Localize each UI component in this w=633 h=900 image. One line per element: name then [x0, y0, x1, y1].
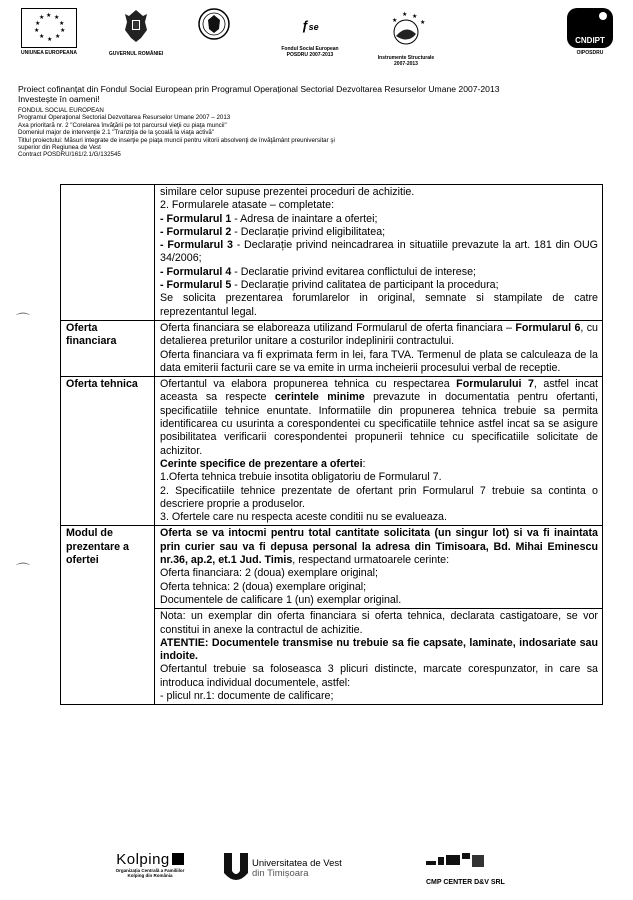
cndipt-label: CNDIPT: [575, 36, 605, 45]
form-label: - Formularul 2: [160, 225, 232, 238]
header-line-2: Investește în oameni!: [18, 94, 100, 104]
is-logo: [366, 8, 446, 67]
row-content-technical: [155, 377, 603, 526]
form-item: [160, 279, 598, 292]
header-small-5: superior din Regiunea de Vest: [18, 144, 101, 152]
text: Ofertantul va elabora propunerea tehnica cu respectarea: [160, 378, 457, 391]
text-line: Oferta tehnica: 2 (doua) exemplare original;: [160, 580, 367, 593]
eu-logo: [18, 8, 80, 56]
row-content-note: [155, 609, 603, 705]
seal-logo: [196, 8, 232, 45]
kolping-name: Kolping: [116, 851, 170, 868]
form-text: - Declarație privind calitatea de participant la procedura;: [231, 279, 499, 292]
kolping-sub-1: Organizația Centrală a Familiilor: [115, 868, 185, 873]
text-line: - plicul nr.1: documente de calificare;: [160, 689, 334, 702]
table-row: [61, 526, 603, 609]
text: , cu detalierea preturilor unitare a costurilor indeplinirii contractului.: [160, 321, 598, 348]
text-line: Oferta financiara: 2 (doua) exemplare original;: [160, 567, 379, 580]
fse-mark-icon: ƒse: [301, 18, 319, 33]
uvt-emblem-icon: [222, 851, 250, 883]
text: , respectand urmatoarele cerinte:: [292, 554, 450, 567]
header-small-0: FONDUL SOCIAL EUROPEAN: [18, 107, 104, 114]
scan-mark: ⌒: [16, 312, 30, 328]
form-item: [160, 226, 598, 239]
svg-text:★: ★: [420, 20, 426, 26]
paragraph: [160, 322, 598, 349]
fse-caption-1: Fondul Social European: [281, 46, 339, 52]
row-label-presentation: Modul de prezentare a ofertei: [61, 526, 155, 705]
text-line: similare celor supuse prezentei proceduri de achizitie.: [160, 186, 415, 198]
paragraph: [160, 527, 598, 567]
requirements-table: [60, 184, 603, 705]
svg-text:★: ★: [402, 12, 408, 18]
form-text: - Declarație privind eligibilitatea;: [231, 225, 386, 238]
text-line: Ofertantul trebuie sa foloseasca 3 plicuri distincte, marcate corespunzator, in care sa introduca individual documentele, astfel:: [160, 663, 598, 689]
header-small-3: Domeniul major de intervenţie 2.1 "Tranziţia de la şcoală la viaţa activă": [18, 129, 215, 137]
seal-icon: [198, 8, 230, 40]
cmp-name: CMP CENTER D&V SRL: [426, 879, 505, 886]
note-text: Nota: un exemplar din oferta financiara si oferta tehnica, declarata castigatoare, se vor constitui in anexe la contractul de achizitie.: [160, 610, 598, 636]
coat-of-arms-icon: [123, 8, 149, 44]
text-line: Documentele de calificare 1 (un) exemplar original.: [160, 593, 402, 606]
row-label-empty: [61, 185, 155, 321]
cndipt-logo: [560, 8, 620, 56]
kolping-sub-2: Kolping din România: [127, 873, 173, 878]
cndipt-box-icon: [567, 8, 613, 48]
list-item: 2. Specificatiile tehnice prezentate de ofertant prin Formularul 7 trebuie sa continta o descriere proprie a produselor.: [160, 484, 598, 510]
header-line-1: Proiect cofinanțat din Fondul Social European prin Programul Operațional Sectorial Dezvoltarea Resurselor Umane 2007-2013: [18, 84, 500, 94]
is-caption-2: 2007-2013: [394, 61, 418, 67]
form-label: - Formularul 1: [160, 212, 232, 225]
header-small-6: Contract POSDRU/161/2.1/G/132545: [18, 151, 121, 159]
fse-logo: [270, 8, 350, 58]
text-bold: Oferta se va intocmi pentru total cantitate solicitata (un singur lot) si va fi inaintata prin curier sau va fi depusa personal la adresa din Timisoara, Bd. Mihai Eminescu nr.36, ap.2, et.1 Jud. Timis: [160, 527, 598, 567]
gov-caption: GUVERNUL ROMÂNIEI: [108, 51, 164, 57]
header-small-1: Programul Operaţional Sectorial Dezvoltarea Resurselor Umane 2007 – 2013: [18, 114, 231, 122]
paragraph: Oferta financiara va fi exprimata ferm in lei, fara TVA. Termenul de plata se calculeaza de la data emiterii facturii care se va emite in urma incheierii procesului verbal de receptie.: [160, 348, 598, 374]
row-label-technical: Oferta tehnica: [61, 377, 155, 526]
table-row: [61, 377, 603, 526]
svg-text:★: ★: [392, 18, 398, 24]
kolping-square-icon: [172, 853, 184, 865]
header-small-4: Titlul proiectului: Măsuri integrate de inserţie pe piaţa muncii pentru viitorii absolvenţi de învăţământ preuniversitar şi: [18, 136, 335, 144]
text: :: [362, 457, 366, 470]
oiposdru-caption: OIPOSDRU: [576, 50, 604, 56]
form-item: [160, 266, 598, 279]
text: Oferta financiara se elaboreaza utilizand Formularul de oferta financiara –: [160, 321, 516, 334]
row-content-financial: [155, 320, 603, 376]
form-label: - Formularul 5: [160, 279, 232, 292]
project-header: [18, 84, 618, 159]
section-heading: [160, 458, 598, 471]
form-label: - Formularul 3: [160, 239, 233, 252]
eu-caption: UNIUNEA EUROPEANA: [21, 50, 77, 56]
scan-mark: ⌒: [16, 562, 30, 578]
cmp-logo: [426, 853, 516, 886]
header-small-2: Axa prioritară nr. 2 "Corelarea învăţării pe tot parcursul vieţii cu piaţa muncii": [18, 121, 227, 129]
cmp-mark-icon: [426, 853, 486, 871]
structural-instruments-icon: [382, 8, 430, 48]
heading-text: Cerinte specifice de prezentare a ofertei: [160, 457, 363, 470]
partner-footer: [0, 847, 633, 887]
row-content-presentation: [155, 526, 603, 609]
text-bold: Formularului 7: [456, 378, 534, 391]
eu-flag-icon: ★ ★ ★ ★ ★ ★ ★ ★ ★ ★: [21, 8, 77, 48]
text-line: Se solicita prezentarea forumlarelor in original, semnate si stampilate de catre reprezentantul legal.: [160, 292, 598, 318]
warning-text: ATENTIE: Documentele transmise nu trebuie sa fie capsate, laminate, indosariate sau indoite.: [160, 636, 598, 663]
is-caption-1: Instrumente Structurale: [377, 55, 435, 61]
uvt-name: Universitatea de Vest: [252, 858, 342, 869]
list-item: 1.Oferta tehnica trebuie insotita obligatoriu de Formularul 7.: [160, 471, 442, 484]
form-text: - Declaratie privind evitarea conflictului de interese;: [231, 265, 477, 278]
text-bold: cerintele minime: [274, 391, 365, 404]
list-item: 3. Ofertele care nu respecta aceste conditii nu se evalueaza.: [160, 511, 447, 524]
text-bold: Formularul 6: [515, 321, 581, 334]
fse-caption-2: POSDRU 2007-2013: [286, 52, 334, 58]
row-content-forms: [155, 185, 603, 321]
form-label: - Formularul 4: [160, 265, 232, 278]
kolping-logo: [106, 851, 194, 878]
svg-text:★: ★: [412, 14, 418, 20]
table-row: [61, 320, 603, 376]
table-row: [61, 185, 603, 321]
uvt-logo: [222, 851, 342, 885]
form-item: [160, 213, 598, 226]
form-text: - Declarație privind neincadrarea in situatiile prevazute la art. 181 din OUG 34/2006;: [160, 239, 598, 265]
text: prevazute in documentatia pentru ofertanti, specificatiile tehnice enuntate. Informatiile din propunerea tehnica trebuie sa permita identificarea cu usurinta a corespondentei cu specificatiile tehnice astfel incat sa se asigure posibilitatea verificarii corespondentei propunerii tehnice cu specificatiile solicitate de achizitor.: [160, 391, 598, 457]
form-text: - Adresa de inaintare a ofertei;: [231, 212, 378, 225]
form-item: [160, 239, 598, 266]
uvt-city: din Timișoara: [252, 868, 309, 879]
text: , astfel incat aceasta sa respecte: [160, 378, 598, 404]
text-line: 2. Formularele atasate – completate:: [160, 199, 335, 212]
logo-strip: [0, 8, 633, 78]
gov-logo: [106, 8, 166, 57]
paragraph: [160, 378, 598, 458]
row-label-financial: Oferta financiara: [61, 320, 155, 376]
